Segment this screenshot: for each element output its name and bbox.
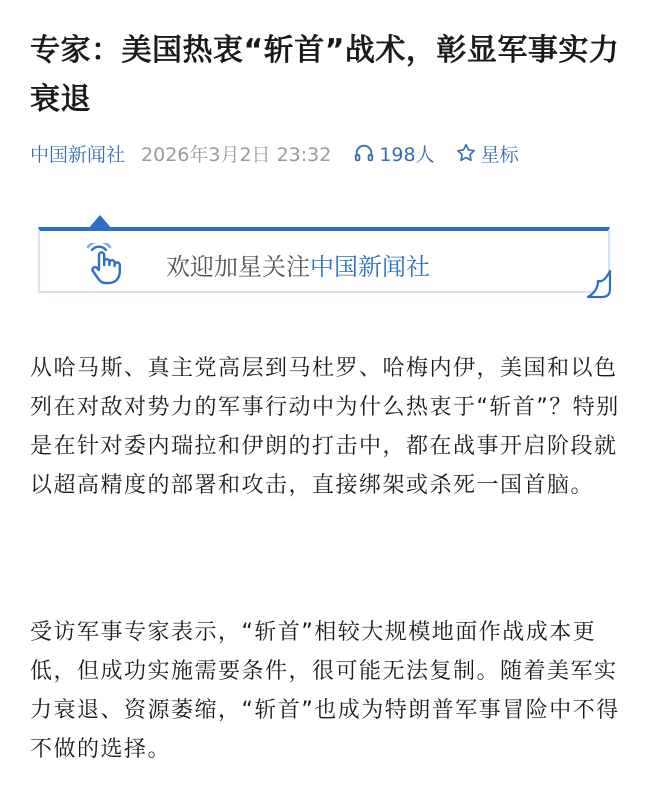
publish-date: 2026年3月2日 23:32 bbox=[141, 143, 332, 166]
banner-prefix: 欢迎加星关注 bbox=[166, 253, 310, 281]
star-icon bbox=[455, 142, 477, 164]
article-paragraph: 从哈马斯、真主党高层到马杜罗、哈梅内伊，美国和以色列在对敌对势力的军事行动中为什么热衷于“斩首”？特别是在针对委内瑞拉和伊朗的打击中，都在战事开启阶段就以超高精度的部署和攻击，直接绑架或杀死一国首脑。 bbox=[30, 356, 620, 498]
source-link[interactable]: 中国新闻社 bbox=[30, 143, 126, 166]
hand-pointer-icon bbox=[84, 243, 124, 287]
banner-highlight[interactable]: 中国新闻社 bbox=[310, 253, 430, 281]
listen-button[interactable] bbox=[353, 140, 434, 167]
article-meta bbox=[30, 138, 519, 168]
star-button[interactable] bbox=[455, 140, 519, 167]
article-title: 专家：美国热衷“斩首”战术，彰显军事实力衰退 bbox=[30, 33, 620, 117]
listen-count: 198人 bbox=[379, 143, 435, 166]
article-paragraph: 受访军事专家表示，“斩首”相较大规模地面作战成本更低，但成功实施需要条件，很可能无法复制。随着美军实力衰退、资源萎缩，“斩首”也成为特朗普军事冒险中不得不做的选择。 bbox=[30, 620, 620, 762]
banner-text bbox=[166, 247, 430, 282]
star-label: 星标 bbox=[480, 143, 519, 166]
headphones-icon bbox=[353, 142, 375, 164]
follow-banner[interactable] bbox=[38, 215, 616, 299]
page-curl-decoration bbox=[586, 269, 614, 299]
